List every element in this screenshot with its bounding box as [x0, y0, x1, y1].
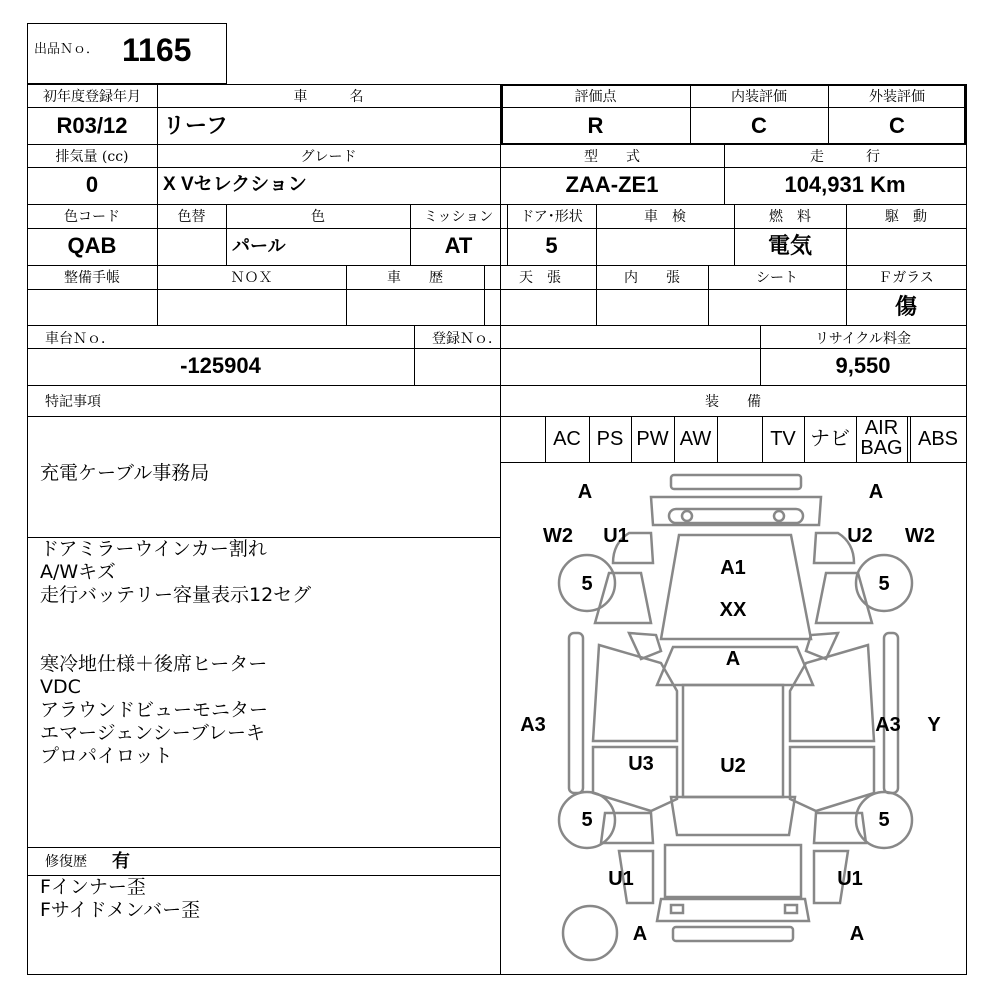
first-reg-value: R03/12 [56, 113, 128, 138]
inspection-label: 車 検 [644, 209, 686, 225]
chassis-value: -125904 [180, 353, 261, 378]
mark-rear-left: U1 [608, 868, 634, 890]
grade-value: X Vセレクション [163, 174, 307, 195]
door-label: ドア･形状 [520, 209, 583, 225]
mark-door-left: U3 [628, 753, 654, 775]
notes-label: 特記事項 [45, 394, 101, 410]
equip-aw: AW [679, 428, 712, 450]
displacement-value: 0 [85, 172, 99, 197]
mark-windshield-x: XX [719, 599, 747, 621]
car-name-label: 車 名 [293, 89, 364, 105]
fuel-value: 電気 [767, 233, 812, 258]
nox-label: ＮＯＸ [230, 270, 273, 286]
mission-value: AT [444, 233, 473, 258]
equip-ac: AC [553, 428, 581, 450]
fuel-label: 燃 料 [769, 209, 811, 225]
seat-label: シート [756, 270, 798, 286]
color-code-label: 色コード [64, 209, 120, 225]
ceiling-label: 天 張 [519, 270, 561, 286]
mark-rear-right: U1 [837, 868, 863, 890]
recycle-value: 9,550 [835, 353, 891, 378]
score-value: R [587, 113, 604, 138]
car-name-value: リーフ [163, 113, 228, 138]
mark-tire-fr: 5 [878, 573, 890, 595]
exterior-score-value: C [889, 113, 905, 138]
chassis-label: 車台Ｎｏ． [45, 331, 115, 347]
mark-bumper-rear-right: A [849, 923, 865, 945]
maintenance-label: 整備手帳 [64, 270, 120, 286]
mark-u1-left-top: U1 [603, 525, 629, 547]
mark-bumper-rear-left: A [632, 923, 648, 945]
equip-abs: ABS [917, 428, 959, 450]
mark-tire-rr: 5 [878, 809, 890, 831]
model-label: 型 式 [584, 149, 640, 165]
mark-w2-left: W2 [543, 525, 573, 547]
equip-tv: TV [770, 428, 796, 450]
lot-number: 1165 [122, 32, 192, 68]
lot-label: 出品Ｎｏ． [34, 42, 100, 57]
grade-label: グレード [300, 149, 357, 165]
door-value: 5 [545, 233, 558, 258]
repair-label: 修復歴 [45, 854, 87, 870]
mark-front-right: A [868, 481, 884, 503]
mark-windshield-a: A1 [720, 557, 746, 579]
score-label: 評価点 [574, 89, 617, 105]
repaint-label: 色替 [177, 209, 206, 225]
mark-tire-fl: 5 [581, 573, 593, 595]
exterior-score-label: 外装評価 [869, 89, 925, 105]
mark-u2-right-top: U2 [847, 525, 873, 547]
mark-front-left: A [577, 481, 593, 503]
note-line1: 充電ケーブル事務局 [40, 462, 210, 484]
mileage-value: 104,931 Km [784, 172, 906, 197]
history-label: 車 歴 [387, 270, 443, 286]
interior-score-label: 内装評価 [731, 89, 787, 105]
color-code-value: QAB [67, 233, 117, 258]
equip-pw: PW [636, 428, 669, 450]
model-value: ZAA-ZE1 [565, 172, 659, 197]
equip-navi: ナビ [810, 428, 850, 450]
equip-ps: PS [596, 428, 624, 450]
mark-roof-center: U2 [720, 755, 746, 777]
fglass-value: 傷 [894, 294, 917, 319]
repair-value: 有 [112, 851, 130, 871]
mission-label: ミッション [423, 209, 494, 225]
color-label: 色 [311, 209, 325, 225]
drive-label: 駆 動 [885, 209, 927, 225]
note-block3: 寒冷地仕様＋後席ヒーター VDC アラウンドビューモニター エマージェンシーブレーキ プロパイロット [40, 653, 269, 767]
mark-side-right: A3 [875, 714, 901, 736]
interior-score-value: C [751, 113, 767, 138]
equip-airbag: AIR BAG [860, 417, 903, 459]
color-value: パール [232, 236, 286, 256]
mileage-label: 走 行 [810, 149, 880, 165]
interior-trim-label: 内 張 [624, 270, 680, 286]
mark-side-left: A3 [520, 714, 546, 736]
recycle-label: リサイクル料金 [814, 331, 912, 347]
first-reg-label: 初年度登録年月 [43, 89, 141, 105]
equipment-label: 装 備 [705, 394, 761, 410]
repair-details: Fインナー歪 Fサイドメンバー歪 [40, 876, 201, 921]
displacement-label: 排気量 (cc) [55, 149, 129, 165]
fglass-label: Ｆガラス [878, 270, 934, 286]
note-block2: ドアミラーウインカー割れ A/Wキズ 走行バッテリー容量表示12セグ [40, 538, 312, 606]
mark-w2-right: W2 [905, 525, 935, 547]
mark-roof-front: A [725, 648, 741, 670]
mark-side-right-extra: Y [927, 714, 941, 736]
mark-tire-rl: 5 [581, 809, 593, 831]
regno-label: 登録Ｎｏ． [432, 331, 502, 347]
